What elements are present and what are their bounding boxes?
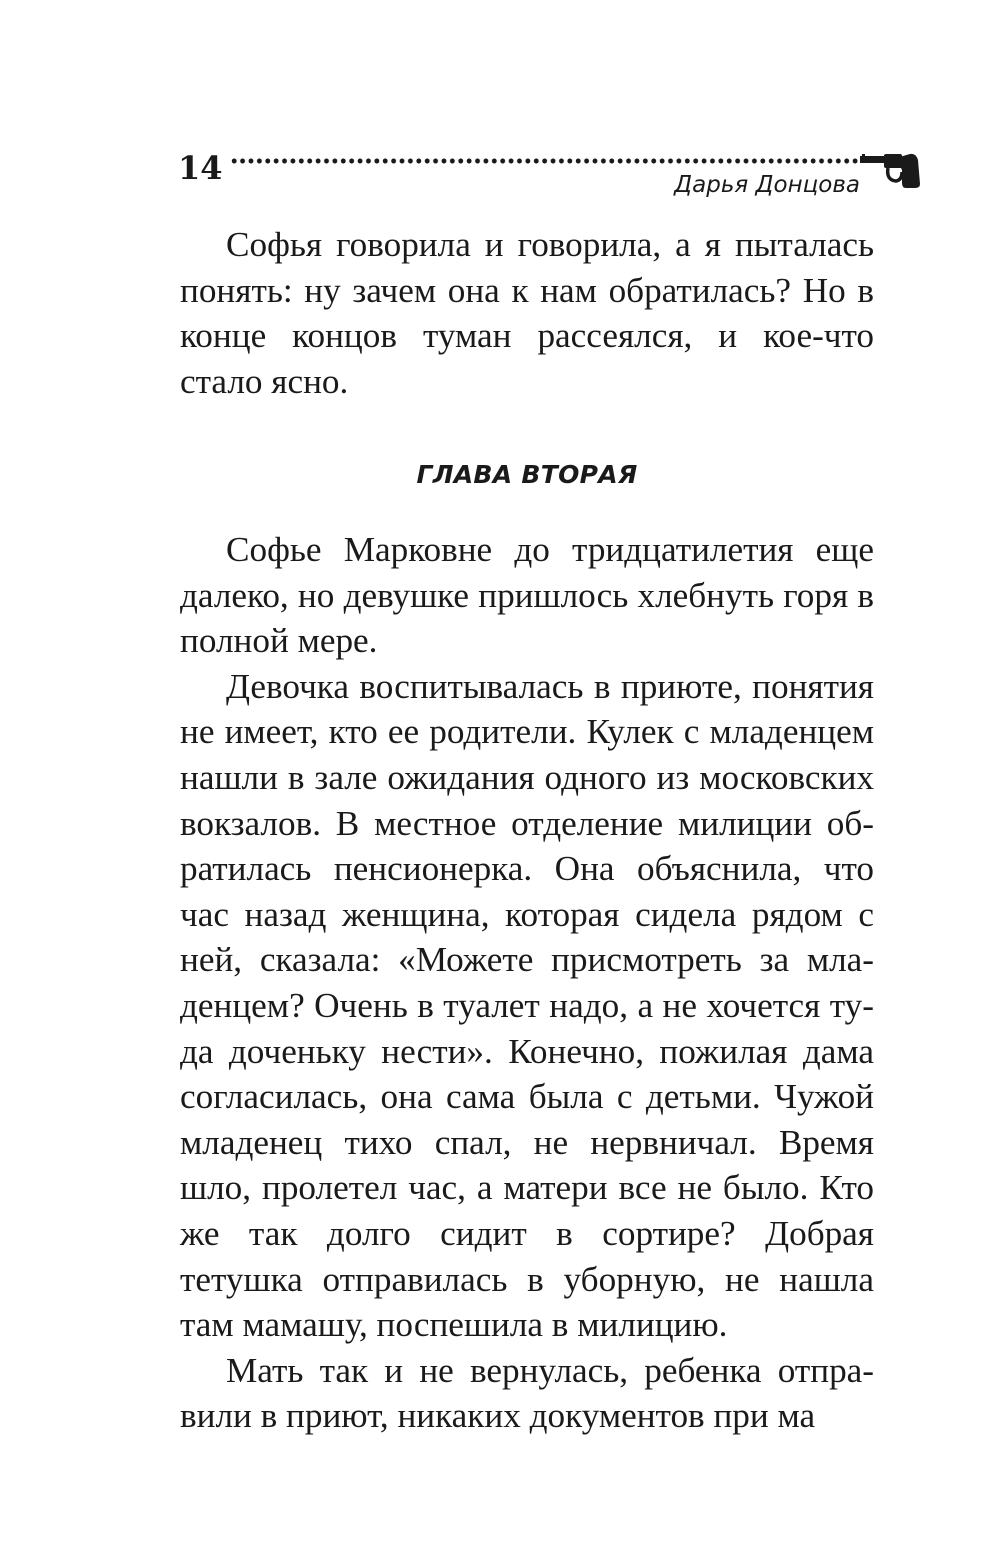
revolver-icon [858, 150, 920, 190]
chapter-title: ГЛАВА ВТОРАЯ [416, 460, 638, 489]
running-head-author: Дарья Донцова [674, 172, 860, 198]
paragraph: Девочка воспитывалась в приюте, понятия не имеет, кто ее родители. Кулек с младенцем нашли в зале ожидания одного из московских вокзалов. В местное отделение милиции обратилась пенсионерка. Она объяснила, что час назад женщина, которая сидела рядом с ней, сказала: «Можете присмотреть за младенцем? Очень в туалет надо, а не хочется туда доченьку нести». Конечно, пожилая дама согласилась, она сама была с детьми. Чужой младенец тихо спал, не нервничал. Время шло, пролетел час, а матери все не было. Кто же так долго сидит в сортире? Добрая тетушка отправилась в уборную, не нашла там мамашу, поспешила в милицию. [180, 666, 874, 1345]
text-block-after-chapter [180, 527, 874, 1439]
page-number: 14 [178, 149, 223, 187]
paragraph: Мать так и не вернулась, ребенка отправили в приют, никаких документов при ма [180, 1350, 874, 1436]
paragraph: Софья говорила и говорила, а я пыталась понять: ну зачем она к нам обратилась? Но в конце концов туман рассеялся, и кое-что стало ясно. [180, 225, 874, 401]
paragraph: Софье Марковне до тридцатилетия еще далеко, но девушке пришлось хлебнуть горя в полной мере. [180, 530, 874, 661]
dotted-leader [230, 158, 858, 164]
text-block-before-chapter [180, 222, 874, 404]
